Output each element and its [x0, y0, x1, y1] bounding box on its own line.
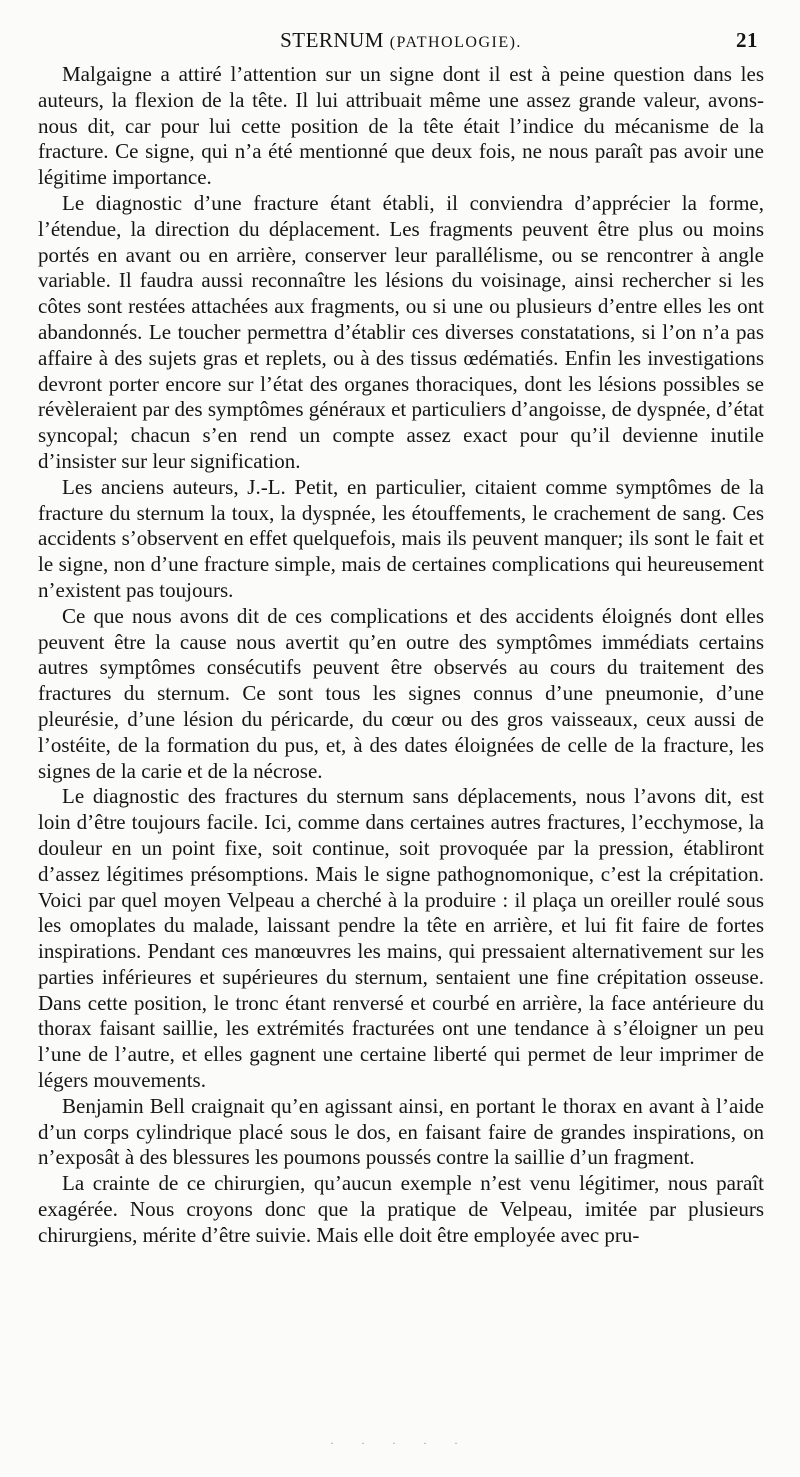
- body-text: [38, 62, 764, 1249]
- running-title-main: STERNUM: [280, 28, 384, 52]
- running-head: [38, 28, 764, 56]
- running-title: [38, 28, 764, 53]
- paragraph-diagnostic-forme: Le diagnostic d’une fracture étant établi, il conviendra d’apprécier la forme, l’étendue, la direction du déplacement. Les fragments peuvent être plus ou moins portés en avant ou en arrière, conserver leur parallélisme, ou se rencontrer à angle variable. Il faudra aussi reconnaître les lésions du voisinage, ainsi rechercher si les côtes sont restées attachées aux fragments, ou si une ou plusieurs d’entre elles les ont abandonnés. Le toucher permettra d’établir ces diverses constatations, si l’on n’a pas affaire à des sujets gras et replets, ou à des tissus œdématiés. Enfin les investigations devront porter encore sur l’état des organes thoraciques, dont les lésions possibles se révèleraient par des symptômes généraux et particuliers d’angoisse, de dyspnée, d’état syncopal; chacun s’en rend un compte assez exact pour qu’il devienne inutile d’insister sur leur signification.: [38, 190, 764, 473]
- paragraph-malgaigne: Malgaigne a attiré l’attention sur un signe dont il est à peine question dans les auteurs, la flexion de la tête. Il lui attribuait même une assez grande valeur, avons-nous dit, car pour lui cette position de la tête était l’indice du mécanisme de la fracture. Ce signe, qui n’a été mentionné que deux fois, ne nous paraît pas avoir une légitime importance.: [38, 62, 764, 190]
- paragraph-complications: Ce que nous avons dit de ces complications et des accidents éloignés dont elles peuvent être la cause nous avertit qu’en outre des symptômes immédiats certains autres symptômes consécutifs peuvent être observés au cours du traitement des fractures du sternum. Ce sont tous les signes connus d’une pneumonie, d’une pleurésie, d’une lésion du péricarde, du cœur ou des gros vaisseaux, ceux aussi de l’ostéite, de la formation du pus, et, à des dates éloignées de celle de la fracture, les signes de la carie et de la nécrose.: [38, 603, 764, 783]
- footer-marks: · · · · ·: [330, 1436, 470, 1450]
- paragraph-anciens-auteurs: Les anciens auteurs, J.-L. Petit, en particulier, citaient comme symptômes de la fracture du sternum la toux, la dyspnée, les étouffements, le crachement de sang. Ces accidents s’observent en effet quelquefois, mais ils peuvent manquer; ils sont le fait et le signe, non d’une fracture simple, mais de certaines complications qui heureusement n’existent pas toujours.: [38, 474, 764, 602]
- paragraph-benjamin-bell: Benjamin Bell craignait qu’en agissant ainsi, en portant le thorax en avant à l’aide d’un corps cylindrique placé sous le dos, en faisant faire de grandes inspirations, on n’exposât à des blessures les poumons poussés contre la saillie d’un fragment.: [38, 1093, 764, 1170]
- running-title-subtitle: (PATHOLOGIE).: [389, 34, 522, 51]
- paragraph-sans-deplacements: Le diagnostic des fractures du sternum sans déplacements, nous l’avons dit, est loin d’être toujours facile. Ici, comme dans certaines autres fractures, l’ecchymose, la douleur en un point fixe, soit continue, soit provoquée par la pression, établiront d’assez légitimes présomptions. Mais le signe pathognomonique, c’est la crépitation. Voici par quel moyen Velpeau a cherché à la produire : il plaça un oreiller roulé sous les omoplates du malade, laissant pendre la tête en arrière, et lui fit faire de fortes inspirations. Pendant ces manœuvres les mains, qui pressaient alternativement sur les parties inférieures et supérieures du sternum, sentaient une fine crépitation osseuse. Dans cette position, le tronc étant renversé et courbé en arrière, la face antérieure du thorax faisant saillie, les extrémités fracturées ont une tendance à s’éloigner un peu l’une de l’autre, et elles gagnent une certaine liberté qui permet de leur imprimer de légers mouvements.: [38, 784, 764, 1093]
- page-number: 21: [736, 28, 758, 52]
- paragraph-crainte: La crainte de ce chirurgien, qu’aucun exemple n’est venu légitimer, nous paraît exagérée. Nous croyons donc que la pratique de Velpeau, imitée par plusieurs chirurgiens, mérite d’être suivie. Mais elle doit être employée avec pru-: [38, 1171, 764, 1247]
